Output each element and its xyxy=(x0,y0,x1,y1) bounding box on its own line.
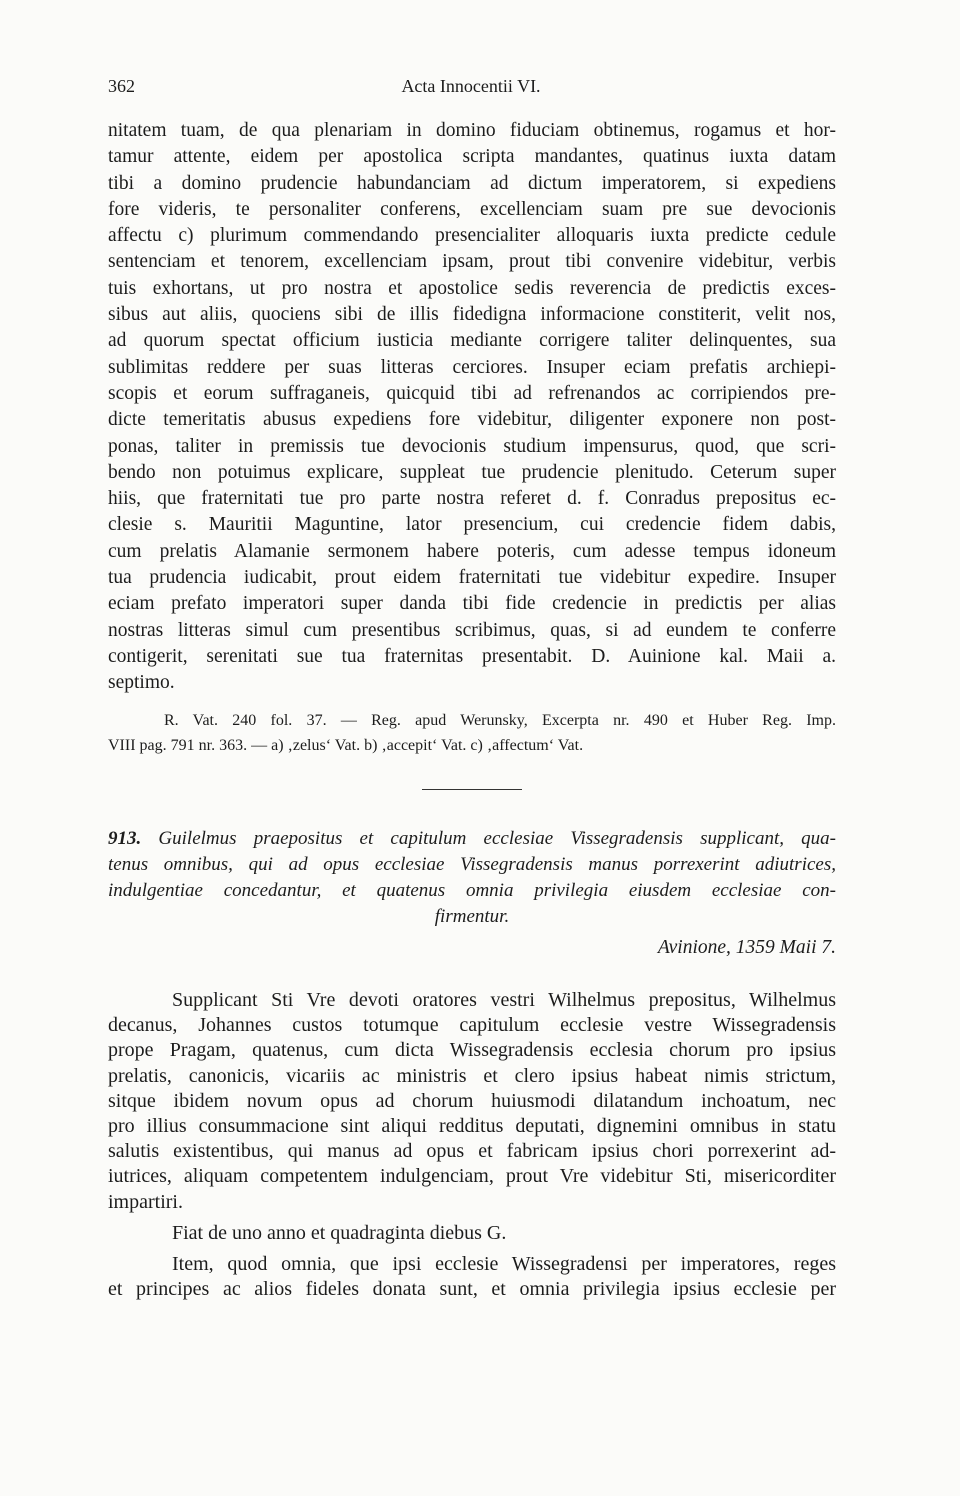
text-line: septimo. xyxy=(108,672,175,694)
note-line: VIII pag. 791 nr. 363. — a) ‚zelus‘ Vat. b) ‚accepit‘ Vat. c) ‚affectum‘ Vat. xyxy=(108,737,584,754)
text-line: tuis exhortans, ut pro nostra et apostolice sedis reverencia de predictis exces- xyxy=(108,277,836,299)
page-number: 362 xyxy=(108,76,135,96)
text-line: sentenciam et tenorem, excellenciam ipsam, prout tibi convenire videbitur, verbis xyxy=(108,251,836,273)
heading-text: Guilelmus praepositus et capitulum ecclesiae Vissegradensis supplicant, qua- xyxy=(158,828,836,849)
text-line: sitque ibidem novum opus ad chorum huiusmodi dilatandum inchoatum, nec xyxy=(108,1089,836,1112)
heading-line: firmentur. xyxy=(434,906,510,927)
text-line: pro illius consummacione sint aliqui redditus deputati, dignemini omnibus in statu xyxy=(108,1114,836,1137)
text-line: prelatis, canonicis, vicariis ac ministris et clero ipsius habeat nimis strictum, xyxy=(108,1064,836,1087)
text-line: scopis et eorum suffraganeis, quicquid tibi ad refrenandos ac corripiendos pre- xyxy=(108,382,836,404)
text-line: affectu c) plurimum commendando presencialiter alloquaris iuxta predicte cedule xyxy=(108,225,836,247)
text-line: contigerit, serenitati sue tua fraternitas presentabit. D. Auinione kal. Maii a. xyxy=(108,645,836,667)
document-number: 913. xyxy=(108,828,142,849)
text-line: decanus, Johannes custos totumque capitulum ecclesie vestre Wissegradensis xyxy=(108,1014,836,1037)
heading-line: tenus omnibus, qui ad opus ecclesiae Vissegradensis manus porrexerint adiutrices, xyxy=(108,854,836,875)
text-line: sublimitas reddere per suas litteras cerciores. Insuper eciam prefatis archiepi- xyxy=(108,356,836,378)
text-line: clesie s. Mauritii Maguntine, lator presencium, cui credencie fidem dabis, xyxy=(108,514,836,536)
text-line: Supplicant Sti Vre devoti oratores vestri Wilhelmus prepositus, Wilhelmus xyxy=(172,989,836,1011)
text-line: et principes ac alios fideles donata sunt, et omnia privilegia ipsius ecclesie per xyxy=(108,1278,836,1301)
text-line: nostras litteras simul cum presentibus scribimus, quas, si ad eundem te conferre xyxy=(108,619,836,641)
dateline: Avinione, 1359 Maii 7. xyxy=(657,937,836,958)
text-line: fore videris, te personaliter conferens, excellenciam suam pre sue devocionis xyxy=(108,198,836,220)
text-line: bendo non potuimus explicare, suppleat tue prudencie plenitudo. Ceterum super xyxy=(108,461,836,483)
text-line: iutrices, aliquam competentem indulgenciam, prout Vre videbitur Sti, misericorditer xyxy=(108,1165,836,1188)
note-line: R. Vat. 240 fol. 37. — Reg. apud Werunsky, Excerpta nr. 490 et Huber Reg. Imp. xyxy=(164,712,836,729)
text-line: Fiat de uno anno et quadraginta diebus G. xyxy=(172,1221,507,1244)
text-line: ad quorum spectat officium iusticia mediante corrigere taliter delinquentes, sua xyxy=(108,330,836,352)
text-line: nitatem tuam, de qua plenariam in domino fiduciam obtinemus, rogamus et hor- xyxy=(108,120,836,141)
text-line: hiis, que fraternitati tue pro parte nostra referet d. f. Conradus prepositus ec- xyxy=(108,488,836,510)
supplication-text xyxy=(108,988,836,1302)
text-line: salutis existentibus, qui manus ad opus et fabricam ipsius chori porrexerint ad- xyxy=(108,1140,836,1163)
page-header xyxy=(108,76,834,102)
heading-line xyxy=(108,826,836,852)
document-heading xyxy=(108,826,836,930)
text-line: eciam prefato imperatori super danda tibi fide credencie in predictis per alias xyxy=(108,593,836,615)
text-line: impartiri. xyxy=(108,1190,183,1213)
text-line: tua prudencia iudicabit, prout eidem fraternitati tue videbitur expedire. Insuper xyxy=(108,567,836,589)
text-line: tamur attente, eidem per apostolica scripta mandantes, quatinus iuxta datam xyxy=(108,146,836,168)
text-line: cum prelatis Alamanie sermonem habere poteris, cum adesse tempus idoneum xyxy=(108,540,836,562)
source-notes xyxy=(108,708,836,758)
letter-continuation-paragraph xyxy=(108,118,836,697)
section-divider xyxy=(422,789,522,790)
heading-line: indulgentiae concedantur, et quatenus omnia privilegia eiusdem ecclesiae con- xyxy=(108,880,836,901)
text-line: Item, quod omnia, que ipsi ecclesie Wissegradensi per imperatores, reges xyxy=(172,1252,836,1275)
text-line: tibi a domino prudencie habundanciam ad dictum imperatorem, si expediens xyxy=(108,172,836,194)
text-line: dicte temeritatis abusus expediens fore videbitur, diligenter exponere non post- xyxy=(108,409,836,431)
text-line: ponas, taliter in premissis tue devocionis studium impensurus, quod, que scri- xyxy=(108,435,836,457)
text-line: sibus aut aliis, quociens sibi de illis fidedigna informacione constiterit, velit nos, xyxy=(108,304,836,326)
text-line: prope Pragam, quatenus, cum dicta Wissegradensis ecclesia chorum pro ipsius xyxy=(108,1039,836,1062)
running-title: Acta Innocentii VI. xyxy=(401,76,541,96)
